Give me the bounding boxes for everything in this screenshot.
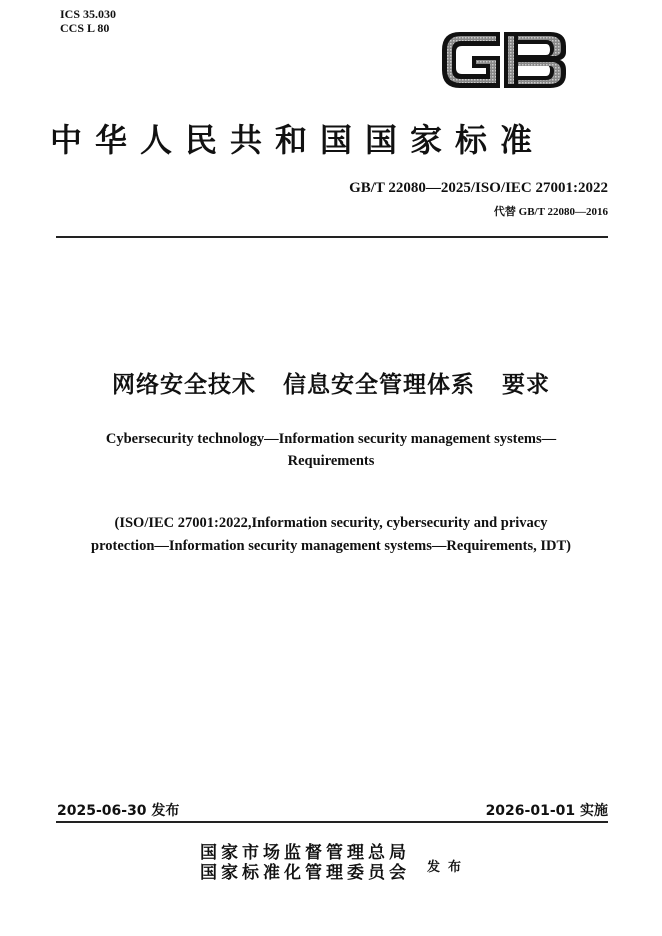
issuing-authorities xyxy=(200,843,410,883)
publish-label: 发布 xyxy=(427,860,470,875)
standard-number: GB/T 22080—2025/ISO/IEC 27001:2022 xyxy=(349,180,608,196)
issuer-samr: 国家市场监督管理总局 xyxy=(200,843,410,863)
chinese-title: 网络安全技术 信息安全管理体系 要求 xyxy=(111,372,551,398)
classification-codes xyxy=(60,7,116,35)
issue-date: 2025-06-30 发布 xyxy=(57,803,180,819)
english-title-line1: Cybersecurity technology—Information security management systems— xyxy=(105,431,557,447)
bottom-divider xyxy=(56,821,608,823)
national-standard-title: 中华人民共和国国家标准 xyxy=(50,121,546,159)
english-title-line2: Requirements xyxy=(287,453,375,469)
iso-reference-line1: (ISO/IEC 27001:2022,Information security, cybersecurity and privacy xyxy=(114,515,548,531)
ccs-code: CCS L 80 xyxy=(60,21,110,35)
iso-reference-line2: protection—Information security management systems—Requirements, IDT) xyxy=(91,538,571,554)
english-title xyxy=(0,428,662,472)
iso-reference xyxy=(0,512,662,558)
replaces-standard: 代替 GB/T 22080—2016 xyxy=(493,206,608,218)
top-divider xyxy=(56,236,608,238)
issuer-sac: 国家标准化管理委员会 xyxy=(200,863,410,883)
gb-logo-icon xyxy=(438,28,570,92)
implementation-date: 2026-01-01 实施 xyxy=(485,803,608,819)
ics-code: ICS 35.030 xyxy=(60,7,117,21)
